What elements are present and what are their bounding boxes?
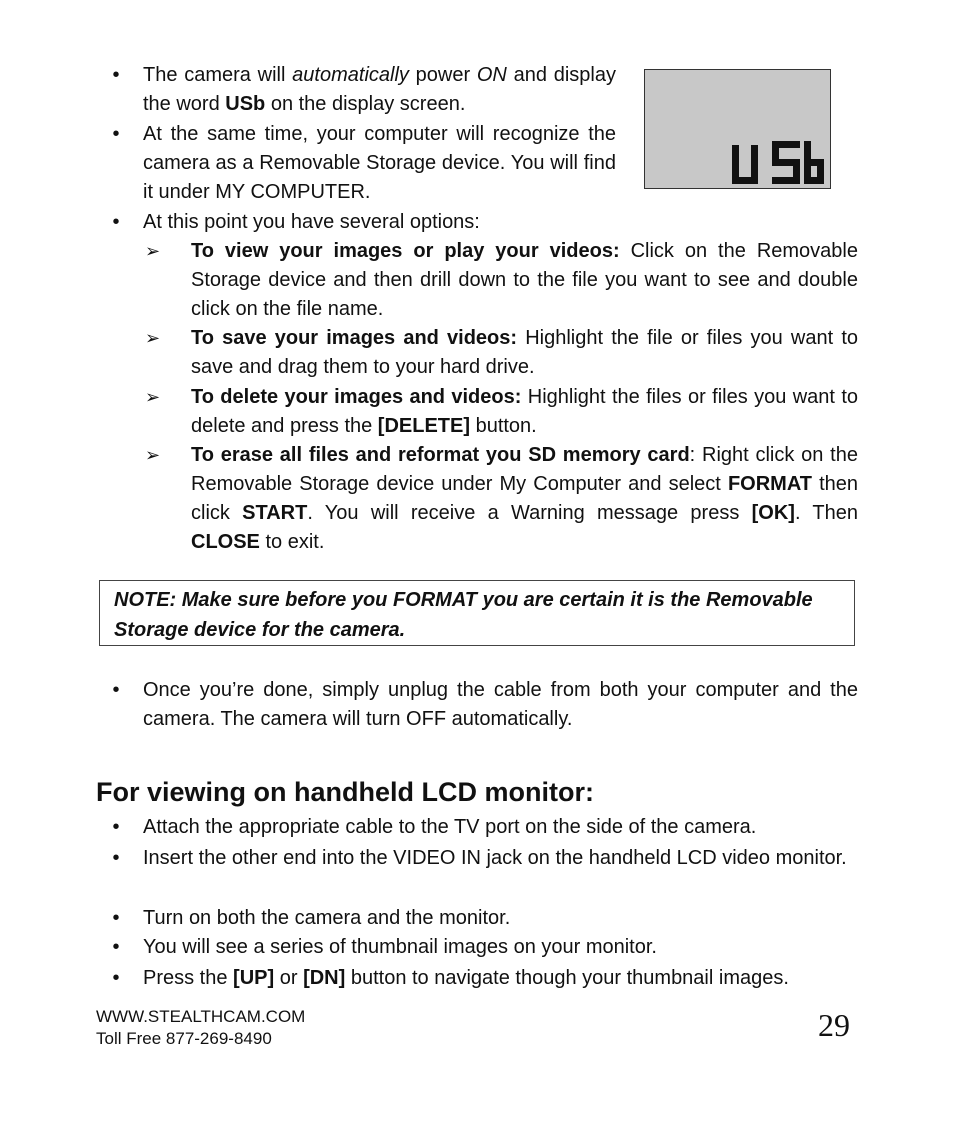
bullet xyxy=(96,904,136,933)
bullet-text-attach-cable: Attach the appropriate cable to the TV port on the side of the camera. xyxy=(143,816,757,838)
footer xyxy=(96,1006,305,1050)
bullet-text-video-in: Insert the other end into the VIDEO IN jack on the handheld LCD video monitor. xyxy=(143,847,847,869)
bullet xyxy=(96,676,136,705)
bullet-text-recognize: At the same time, your computer will recognize the camera as a Removable Storage device. You will find it under MY COMPUTER. xyxy=(143,123,616,203)
bullet xyxy=(96,813,136,842)
bullet-text-options: At this point you have several options: xyxy=(143,211,480,233)
bullet-text-unplug: Once you’re done, simply unplug the cable from both your computer and the camera. The camera will turn OFF automatically. xyxy=(143,679,858,730)
page-number: 29 xyxy=(818,1007,850,1043)
option-view-images: To view your images or play your videos: Click on the Removable Storage device and then drill down to the file you want to see and double click on the file name. xyxy=(191,240,858,320)
section-heading: For viewing on handheld LCD monitor: xyxy=(96,777,594,807)
bullet-text-thumbnails: You will see a series of thumbnail images on your monitor. xyxy=(143,936,657,958)
lcd-display-icon xyxy=(644,69,831,189)
arrow-bullet-icon: ➢ xyxy=(145,387,161,408)
note-box: NOTE: Make sure before you FORMAT you are certain it is the Removable Storage device for the camera. xyxy=(99,580,855,646)
bullet xyxy=(96,964,136,993)
footer-website: WWW.STEALTHCAM.COM xyxy=(96,1007,306,1026)
bullet-text-turn-on: Turn on both the camera and the monitor. xyxy=(143,907,511,929)
option-save-images: To save your images and videos: Highlight the file or files you want to save and drag them to your hard drive. xyxy=(191,327,858,378)
bullet xyxy=(96,933,136,962)
option-delete-images: To delete your images and videos: Highlight the files or files you want to delete and press the [DELETE] button. xyxy=(191,386,858,437)
arrow-bullet-icon: ➢ xyxy=(145,241,161,262)
arrow-bullet-icon: ➢ xyxy=(145,328,161,349)
bullet xyxy=(96,844,136,873)
arrow-bullet-icon: ➢ xyxy=(145,445,161,466)
bullet-text-power-on: The camera will automatically power ON and display the word USb on the display screen. xyxy=(143,64,616,115)
option-erase-format: To erase all files and reformat you SD memory card: Right click on the Removable Storage device under My Computer and select FORMAT then click START. You will receive a Warning message press [OK]. Then CLOSE to exit. xyxy=(191,444,859,553)
footer-phone: Toll Free 877-269-8490 xyxy=(96,1029,272,1048)
bullet xyxy=(96,120,136,149)
bullet xyxy=(96,61,136,90)
bullet-text-navigate: Press the [UP] or [DN] button to navigate though your thumbnail images. xyxy=(143,967,789,989)
bullet xyxy=(96,208,136,237)
